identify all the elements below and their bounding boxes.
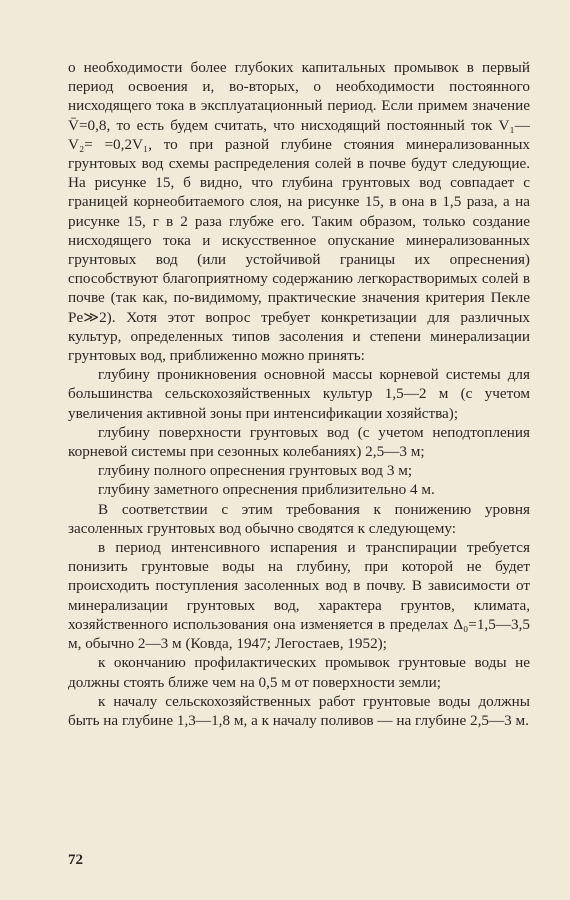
paragraph-1: о необходимости более глубоких капитальных промывок в первый период освоения и, во-вторых, о необходимости постоянного нисходящего тока в эксплуатационный период. Если примем значение V̄=0,8, то есть будем считать, что нисходящий постоянный ток V₁—V₂= =0,2V₁, то при разной глубине стояния минерализованных грунтовых вод схемы распределения солей в почве будут следующие. На рисунке 15, б видно, что глубина грунтовых вод совпадает с границей корнеобитаемого слоя, на рисунке 15, в она в 1,5 раза, а на рисунке 15, г в 2 раза глубже его. Таким образом, только создание нисходящего тока и искусственное опускание минерализованных грунтовых вод (или устойчивой границы их опреснения) способствуют благоприятному содержанию легкорастворимых солей в почве (так как, по-видимому, практические значения критерия Пекле Pe≫2). Хотя этот вопрос требует конкретизации для различных культур, определенных типов засоления и степени минерализации грунтовых вод, приближенно можно принять:	[68, 59, 530, 365]
paragraph-9: к началу сельскохозяйственных работ грунтовые воды должны быть на глубине 1,3—1,8 м, а к началу поливов — на глубине 2,5—3 м.	[68, 692, 530, 729]
paragraph-7: в период интенсивного испарения и транспирации требуется понизить грунтовые воды на глубину, при которой не будет происходить поступления засоленных вод в почву. В зависимости от минерализации грунтовых вод, характера грунтов, климата, хозяйственного использования она изменяется в пределах Δ₀=1,5—3,5 м, обычно 2—3 м (Ковда, 1947; Легостаев, 1952);	[68, 539, 530, 653]
paragraph-2: глубину проникновения основной массы корневой системы для большинства сельскохозяйственных культур 1,5—2 м (с учетом увеличения активной зоны при интенсификации хозяйства);	[68, 366, 530, 422]
paragraph-3: глубину поверхности грунтовых вод (с учетом неподтопления корневой системы при сезонных колебаниях) 2,5—3 м;	[68, 423, 530, 461]
paragraph-6: В соответствии с этим требования к понижению уровня засоленных грунтовых вод обычно сводятся к следующему:	[68, 500, 530, 537]
paragraph-8: к окончанию профилактических промывок грунтовые воды не должны стоять ближе чем на 0,5 м от поверхности земли;	[68, 654, 530, 691]
paragraph-5: глубину заметного опреснения приблизительно 4 м.	[98, 481, 435, 499]
page-number: 72	[68, 852, 83, 868]
body-text	[68, 58, 530, 730]
paragraph-4: глубину полного опреснения грунтовых вод 3 м;	[98, 462, 413, 480]
